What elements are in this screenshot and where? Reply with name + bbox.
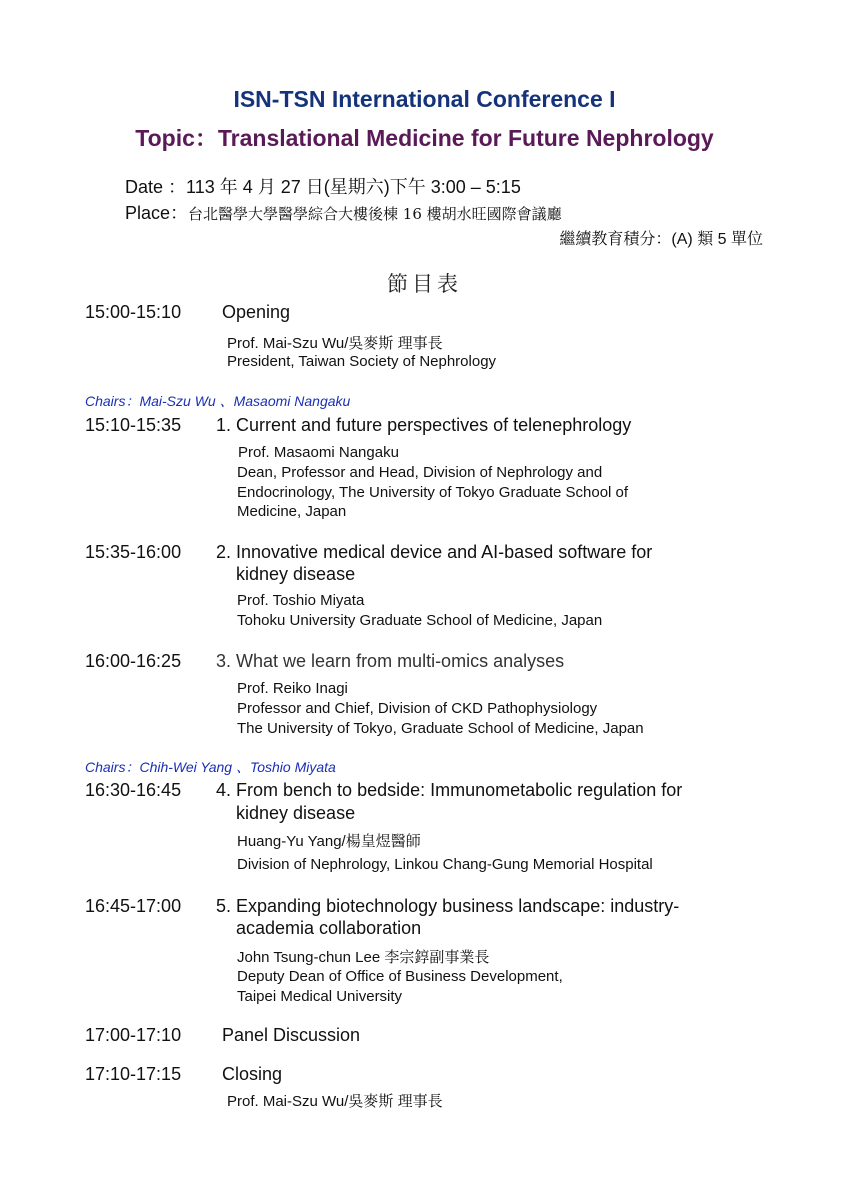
talk3-affiliation: Professor and Chief, Division of CKD Pathophysiology bbox=[237, 700, 598, 717]
talk5-time: 16:45-17:00 bbox=[85, 896, 182, 916]
opening-speaker: Prof. Mai-Szu Wu/吳麥斯 理事長 bbox=[227, 335, 443, 352]
closing-time: 17:10-17:15 bbox=[85, 1064, 182, 1084]
opening-title: Opening bbox=[222, 302, 291, 322]
talk2-title: 2. Innovative medical device and AI-based software for bbox=[216, 542, 653, 562]
talk1-speaker: Prof. Masaomi Nangaku bbox=[238, 444, 399, 461]
talk4-time: 16:30-16:45 bbox=[85, 780, 182, 800]
talk3-title: 3. What we learn from multi-omics analyses bbox=[216, 651, 565, 671]
talk2-time: 15:35-16:00 bbox=[85, 542, 182, 562]
date-label: Date ： bbox=[125, 177, 187, 197]
talk2-affiliation: Tohoku University Graduate School of Medicine, Japan bbox=[237, 612, 603, 629]
talk3-time: 16:00-16:25 bbox=[85, 651, 182, 671]
place-row bbox=[125, 199, 562, 225]
talk5-affiliation: Taipei Medical University bbox=[237, 988, 403, 1005]
date-value: 113 年 4 月 27 日(星期六)下午 3:00 – 5:15 bbox=[186, 177, 521, 197]
talk1-time: 15:10-15:35 bbox=[85, 415, 182, 435]
closing-speaker: Prof. Mai-Szu Wu/吳麥斯 理事長 bbox=[227, 1093, 443, 1110]
talk4-title: 4. From bench to bedside: Immunometabolic regulation for bbox=[216, 780, 683, 800]
talk5-speaker: John Tsung-chun Lee 李宗錞副事業長 bbox=[237, 949, 490, 966]
closing-title: Closing bbox=[222, 1064, 283, 1084]
place-value: 台北醫學大學醫學綜合大樓後棟 16 樓胡水旺國際會議廳 bbox=[188, 205, 562, 223]
chairs-session-2: Chairs：Chih-Wei Yang 、Toshio Miyata bbox=[85, 759, 336, 775]
talk1-affiliation: Medicine, Japan bbox=[237, 503, 347, 520]
talk4-affiliation: Division of Nephrology, Linkou Chang-Gung Memorial Hospital bbox=[237, 856, 653, 873]
talk2-speaker: Prof. Toshio Miyata bbox=[237, 592, 365, 609]
program-title: 節目表 bbox=[387, 272, 462, 296]
talk5-title-cont: academia collaboration bbox=[236, 918, 422, 938]
opening-time: 15:00-15:10 bbox=[85, 302, 182, 322]
chairs-session-1: Chairs：Mai-Szu Wu 、Masaomi Nangaku bbox=[85, 393, 351, 409]
conference-title: ISN-TSN International Conference I bbox=[233, 86, 616, 112]
date-row bbox=[125, 173, 521, 199]
credit-line: 繼續教育積分：(A) 類 5 單位 bbox=[559, 231, 763, 248]
conference-topic: Topic：Translational Medicine for Future Nephrology bbox=[135, 125, 714, 151]
talk1-affiliation: Dean, Professor and Head, Division of Nephrology and bbox=[237, 464, 603, 481]
place-label: Place： bbox=[125, 203, 189, 223]
talk4-title-cont: kidney disease bbox=[236, 803, 356, 823]
panel-title: Panel Discussion bbox=[222, 1025, 361, 1045]
talk2-title-cont: kidney disease bbox=[236, 564, 356, 584]
panel-time: 17:00-17:10 bbox=[85, 1025, 182, 1045]
talk5-title: 5. Expanding biotechnology business landscape: industry- bbox=[216, 896, 680, 916]
talk5-affiliation: Deputy Dean of Office of Business Development, bbox=[237, 968, 563, 985]
opening-affiliation: President, Taiwan Society of Nephrology bbox=[227, 353, 497, 370]
talk1-affiliation: Endocrinology, The University of Tokyo Graduate School of bbox=[237, 484, 629, 501]
talk3-speaker: Prof. Reiko Inagi bbox=[237, 680, 348, 697]
talk4-speaker: Huang-Yu Yang/楊皇煜醫師 bbox=[237, 833, 421, 850]
talk1-title: 1. Current and future perspectives of telenephrology bbox=[216, 415, 632, 435]
talk3-affiliation: The University of Tokyo, Graduate School of Medicine, Japan bbox=[237, 720, 644, 737]
